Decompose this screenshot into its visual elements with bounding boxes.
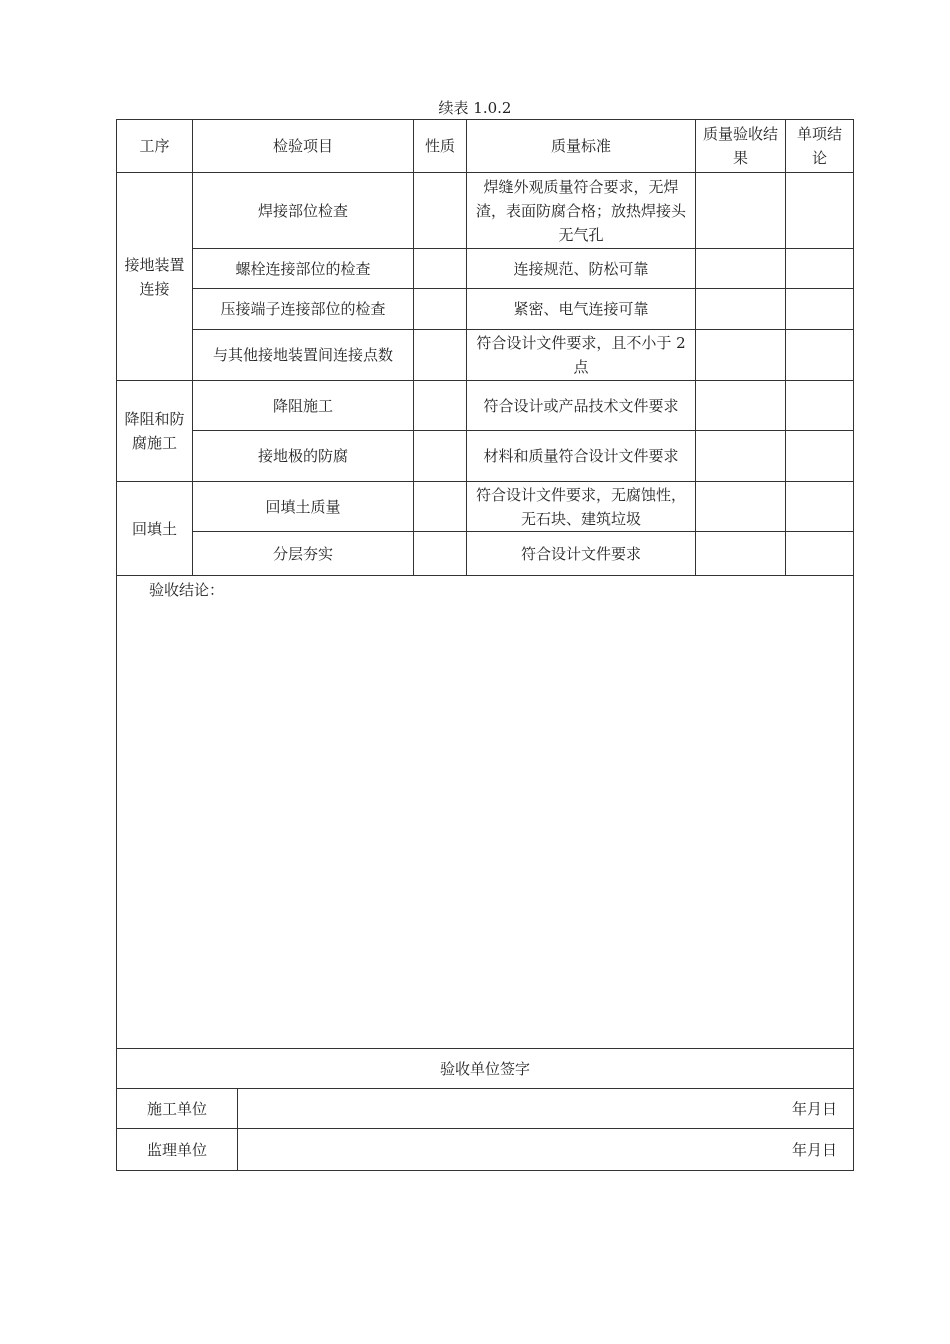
- conclusion-cell: [786, 482, 854, 532]
- conclusion-cell: [786, 532, 854, 576]
- conclusion-cell: [786, 289, 854, 330]
- header-result: 质量验收结果: [696, 120, 786, 173]
- nature-cell: [414, 249, 467, 289]
- table-row: [117, 482, 854, 532]
- inspection-table: [116, 119, 854, 1171]
- conclusion-cell: [786, 431, 854, 482]
- signature-row: [117, 1129, 854, 1171]
- standard-cell: 紧密、电气连接可靠: [467, 289, 696, 330]
- item-cell: 与其他接地装置间连接点数: [193, 330, 414, 381]
- item-cell: 焊接部位检查: [193, 173, 414, 249]
- standard-cell: 符合设计文件要求: [467, 532, 696, 576]
- signature-row: [117, 1089, 854, 1129]
- standard-cell: 连接规范、防松可靠: [467, 249, 696, 289]
- header-row: [117, 120, 854, 173]
- table-caption: 续表 1.0.2: [438, 99, 512, 117]
- table-row: [117, 289, 854, 330]
- standard-cell: 符合设计文件要求，无腐蚀性，无石块、建筑垃圾: [467, 482, 696, 532]
- signature-unit: 监理单位: [117, 1129, 238, 1171]
- table-row: [117, 173, 854, 249]
- table-row: [117, 381, 854, 431]
- standard-cell: 材料和质量符合设计文件要求: [467, 431, 696, 482]
- result-cell: [696, 249, 786, 289]
- nature-cell: [414, 330, 467, 381]
- header-item: 检验项目: [193, 120, 414, 173]
- result-cell: [696, 381, 786, 431]
- process-cell: 接地装置连接: [117, 173, 193, 381]
- item-cell: 降阻施工: [193, 381, 414, 431]
- table-row: [117, 330, 854, 381]
- conclusion-cell: [786, 330, 854, 381]
- nature-cell: [414, 381, 467, 431]
- standard-cell: 符合设计文件要求，且不小于 2 点: [467, 330, 696, 381]
- process-cell: 回填土: [117, 482, 193, 576]
- result-cell: [696, 532, 786, 576]
- item-cell: 压接端子连接部位的检查: [193, 289, 414, 330]
- conclusion-cell: [786, 381, 854, 431]
- item-cell: 回填土质量: [193, 482, 414, 532]
- result-cell: [696, 289, 786, 330]
- result-cell: [696, 482, 786, 532]
- table-row: [117, 249, 854, 289]
- process-cell: 降阻和防腐施工: [117, 381, 193, 482]
- item-cell: 螺栓连接部位的检查: [193, 249, 414, 289]
- table-row: [117, 532, 854, 576]
- header-standard: 质量标准: [467, 120, 696, 173]
- signature-unit: 施工单位: [117, 1089, 238, 1129]
- acceptance-conclusion-label: 验收结论：: [117, 576, 854, 1049]
- conclusion-cell: [786, 249, 854, 289]
- signature-title: 验收单位签字: [117, 1049, 854, 1089]
- nature-cell: [414, 532, 467, 576]
- header-conclusion: 单项结论: [786, 120, 854, 173]
- conclusion-cell: [786, 173, 854, 249]
- signature-date: 年月日: [238, 1129, 854, 1171]
- nature-cell: [414, 482, 467, 532]
- result-cell: [696, 173, 786, 249]
- standard-cell: 焊缝外观质量符合要求，无焊渣，表面防腐合格；放热焊接头无气孔: [467, 173, 696, 249]
- acceptance-conclusion-row: [117, 576, 854, 1049]
- nature-cell: [414, 173, 467, 249]
- header-nature: 性质: [414, 120, 467, 173]
- signature-date: 年月日: [238, 1089, 854, 1129]
- nature-cell: [414, 289, 467, 330]
- nature-cell: [414, 431, 467, 482]
- item-cell: 分层夯实: [193, 532, 414, 576]
- header-process: 工序: [117, 120, 193, 173]
- table-row: [117, 431, 854, 482]
- result-cell: [696, 330, 786, 381]
- signature-title-row: [117, 1049, 854, 1089]
- standard-cell: 符合设计或产品技术文件要求: [467, 381, 696, 431]
- item-cell: 接地极的防腐: [193, 431, 414, 482]
- result-cell: [696, 431, 786, 482]
